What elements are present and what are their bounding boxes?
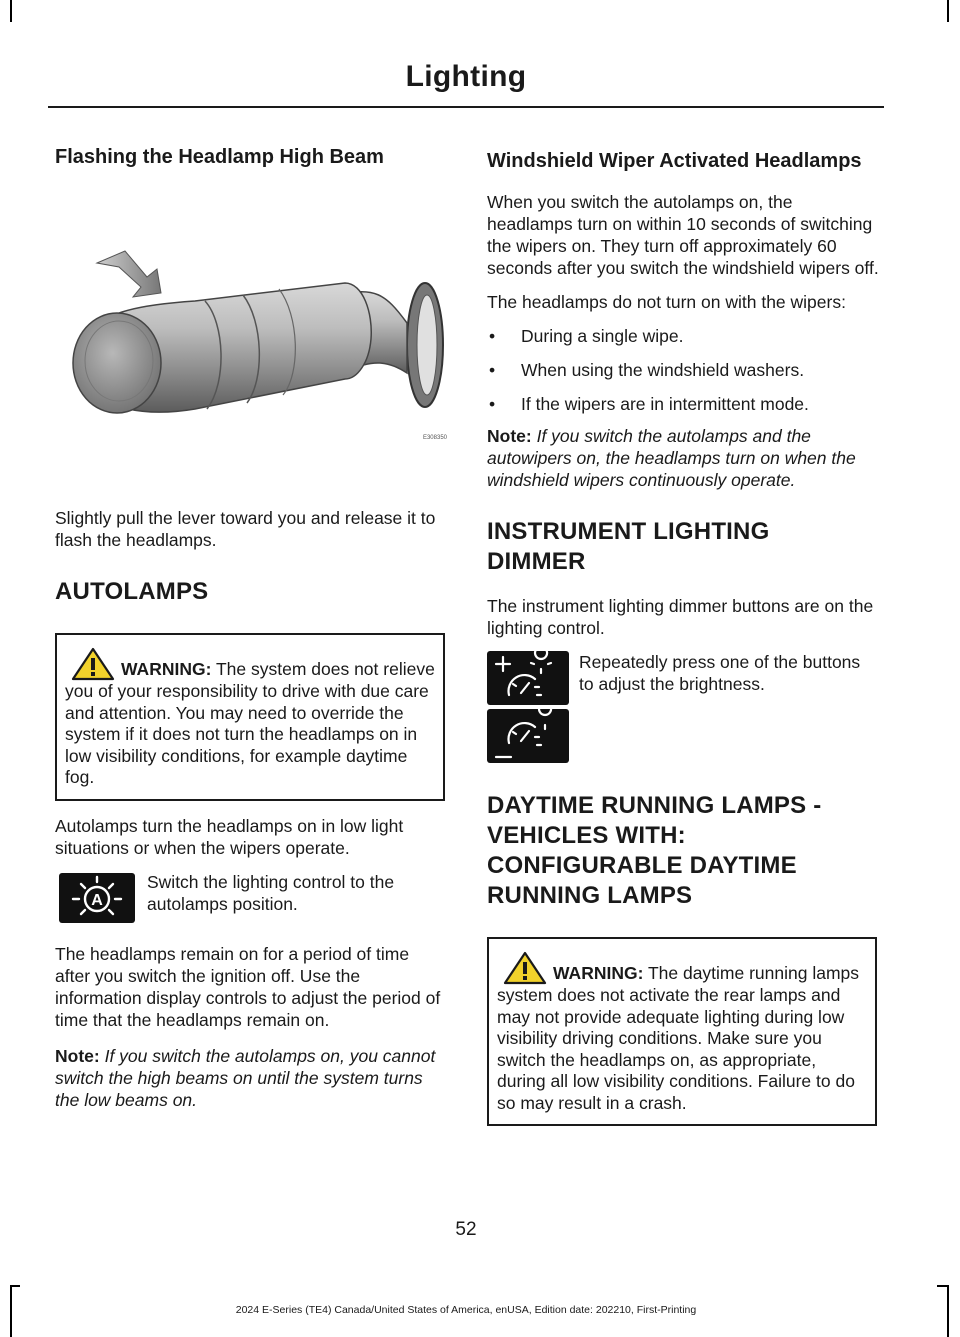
autolamps-icon — [59, 873, 135, 923]
drl-heading-line: CONFIGURABLE DAYTIME — [487, 852, 797, 879]
note-label: Note: — [487, 426, 532, 446]
drl-heading-line: DAYTIME RUNNING LAMPS - — [487, 792, 822, 819]
dimmer-up-icon-tile — [487, 651, 569, 705]
flash-heading: Flashing the Headlamp High Beam — [55, 146, 384, 168]
wiper-note — [487, 425, 879, 491]
warning-label: WARNING: — [553, 963, 644, 983]
dimmer-increase-icon — [487, 651, 569, 705]
autolamps-heading: AUTOLAMPS — [55, 578, 209, 605]
drl-warning-box — [487, 937, 877, 1126]
drl-heading — [487, 791, 879, 911]
dimmer-heading — [487, 517, 879, 577]
dimmer-heading-line: INSTRUMENT LIGHTING — [487, 518, 770, 545]
autolamps-icon-tile — [59, 873, 135, 923]
svg-text:A: A — [91, 891, 103, 909]
warning-triangle-icon — [71, 647, 115, 681]
lever-illustration — [55, 183, 447, 445]
autolamps-note — [55, 1045, 447, 1111]
headlamp-lever-image — [55, 183, 447, 445]
dimmer-heading-line: DIMMER — [487, 548, 586, 575]
list-item: • When using the windshield washers. — [487, 359, 879, 381]
left-column — [55, 146, 447, 1111]
crop-mark-top-right-v — [947, 0, 949, 22]
dimmer-icon-row — [487, 651, 879, 771]
crop-mark-bottom-left-h — [10, 1285, 20, 1287]
note-label: Note: — [55, 1045, 100, 1066]
note-text: If you switch the autolamps and the autowipers on, the headlamps turn on when the windshield wipers continuously operate. — [487, 426, 856, 490]
header-divider — [48, 106, 884, 108]
warning-text: The daytime running lamps system does not activate the rear lamps and may not provide adequate lighting during low visibility driving conditions. Make sure you switch the headlamps on, as appropriate, during all low visibility conditions. Failure to do so may result in a crash. — [497, 963, 860, 1113]
autolamps-icon-row — [55, 869, 447, 927]
wiper-heading: Windshield Wiper Activated Headlamps — [487, 150, 862, 172]
wiper-bullet-list — [487, 325, 879, 415]
switch-text: Switch the lighting control to the autolamps position. — [147, 871, 395, 914]
right-column — [487, 146, 879, 1126]
warning-text: The system does not relieve you of your responsibility to drive with due care and attention. You may need to override the system if it does not turn the headlamps on in low visibility conditions, for example daytime fog. — [65, 659, 435, 787]
page-number: 52 — [455, 1219, 477, 1240]
page-title: Lighting — [405, 60, 527, 93]
dimmer-decrease-icon — [487, 709, 569, 763]
crop-mark-bottom-right-h — [937, 1285, 947, 1287]
list-item: • If the wipers are in intermittent mode. — [487, 393, 879, 415]
remain-text: The headlamps remain on for a period of time after you switch the ignition off. Use the information display controls to adjust the period of time that the headlamps remain on. — [55, 943, 441, 1030]
image-code: E308350 — [422, 435, 447, 441]
autolamps-text: Autolamps turn the headlamps on in low light situations or when the wipers operate. — [55, 815, 404, 858]
dimmer-down-icon-tile — [487, 709, 569, 763]
crop-mark-top-left-v — [10, 0, 12, 22]
wiper-text: When you switch the autolamps on, the headlamps turn on within 10 seconds of switching the wipers on. They turn off approximately 60 seconds after you switch the windshield wipers off. — [487, 192, 879, 278]
edition-footer: 2024 E-Series (TE4) Canada/United States of America, enUSA, Edition date: 202210, First-Printing — [235, 1304, 697, 1316]
crop-mark-bottom-right-v — [947, 1285, 949, 1337]
list-item: • During a single wipe. — [487, 325, 879, 347]
warning-triangle-icon — [503, 951, 547, 985]
not-on-text: The headlamps do not turn on with the wipers: — [487, 292, 846, 312]
dimmer-press-text: Repeatedly press one of the buttons to adjust the brightness. — [579, 652, 861, 694]
flash-text: Slightly pull the lever toward you and release it to flash the headlamps. — [55, 508, 436, 550]
warning-label: WARNING: — [121, 659, 212, 679]
note-text: If you switch the autolamps on, you cannot switch the high beams on until the system turns the low beams on. — [55, 1045, 436, 1110]
dimmer-text: The instrument lighting dimmer buttons are on the lighting control. — [487, 596, 874, 638]
drl-heading-line: RUNNING LAMPS — [487, 882, 693, 909]
drl-heading-line: VEHICLES WITH: — [487, 822, 686, 849]
autolamps-warning-box — [55, 633, 445, 801]
